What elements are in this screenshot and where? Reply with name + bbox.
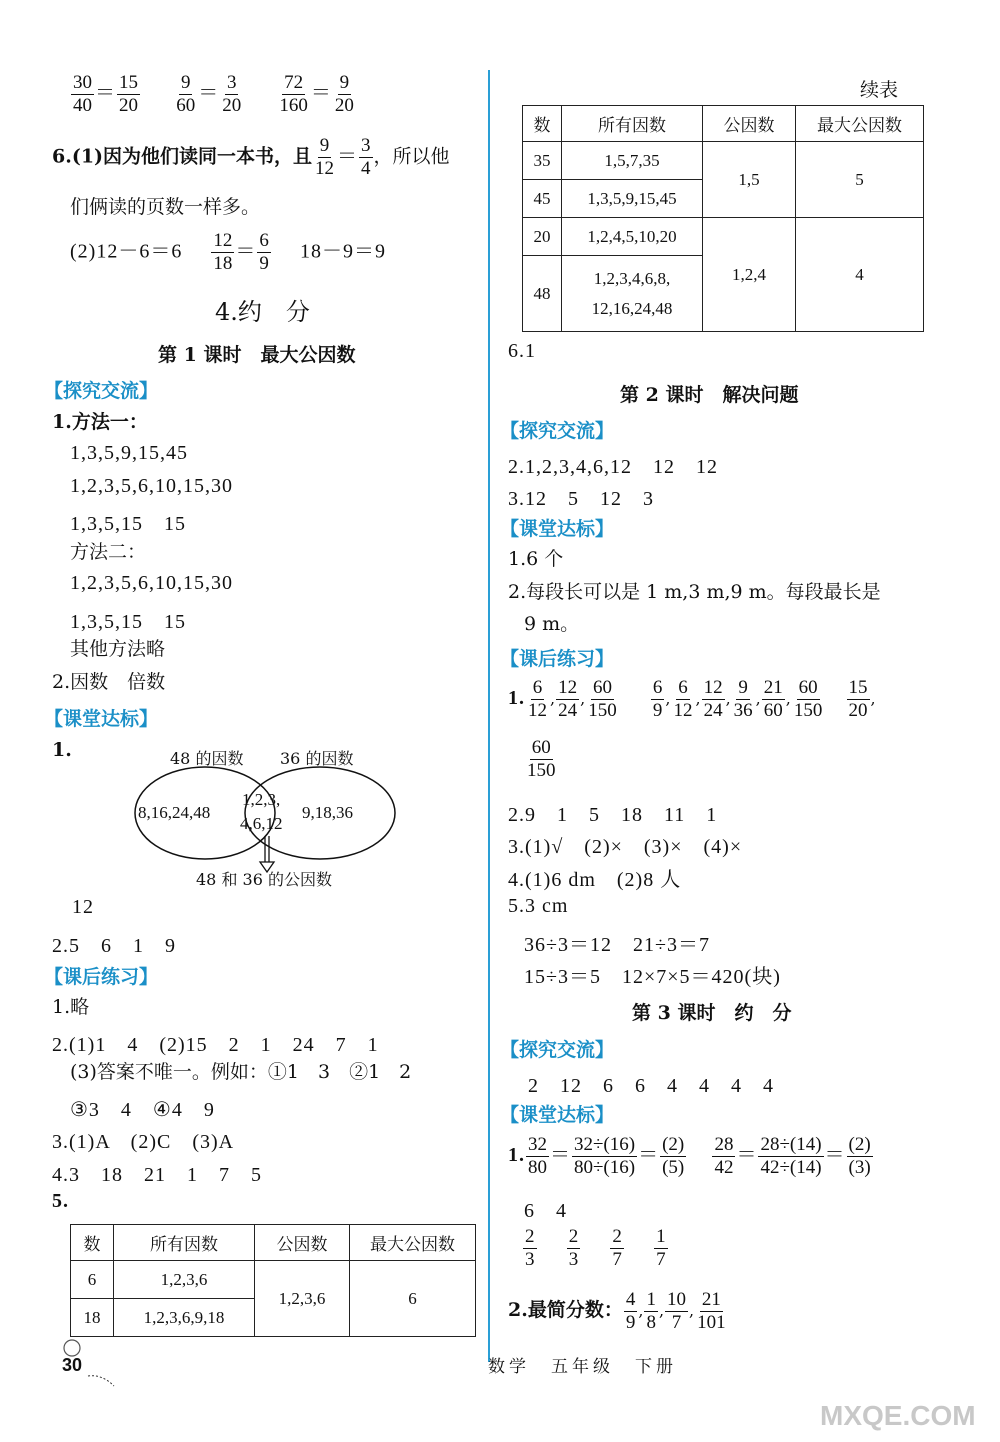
venn-mid-line1: 1,2,3,: [242, 790, 281, 809]
continued-label: 续表: [860, 79, 899, 101]
explore-1-line: 方法二：: [70, 541, 147, 563]
explore-2: 2.因数 倍数: [52, 671, 166, 693]
tag-class: 【课堂达标】: [500, 1104, 615, 1126]
tag-class: 【课堂达标】: [500, 518, 615, 540]
explore-3: 3.12 5 12 3: [508, 488, 654, 510]
page-number: 30: [62, 1355, 83, 1375]
venn-left-items: 8,16,24,48: [138, 803, 211, 822]
answer-6-1: 6.(1)因为他们读同一本书，且 $\frac{9}{12}$ ＝ $\frac{3}{4}$ ，所以他: [52, 135, 450, 179]
page-footer: 数学 五年级 下册: [488, 1357, 677, 1377]
table-cell: 18: [71, 1299, 114, 1337]
table-cell: [562, 256, 703, 332]
explore-1-label: 1.方法一：: [52, 411, 148, 433]
tag-after: 【课后练习】: [500, 648, 615, 670]
explore-1-line: 其他方法略: [70, 638, 166, 660]
answer-6-2: (2)12－6＝6 $\frac{12}{18}$ ＝ $\frac{6}{9}$ 18－9＝9: [70, 230, 387, 274]
table-cell: 1,3,5,9,15,45: [562, 180, 703, 218]
column-divider: [488, 70, 490, 1362]
factor-table-right: [522, 105, 924, 332]
lesson-1-title: 第 1 课时 最大公因数: [158, 344, 356, 366]
table-cell: 1,2,3,6: [114, 1261, 255, 1299]
table-cell: 1,2,3,6: [255, 1261, 350, 1337]
table-header: 数: [523, 106, 562, 142]
after-2-line3: ③3 4 ④4 9: [70, 1099, 215, 1121]
table-header: 所有因数: [562, 106, 703, 142]
table-cell-line: 12,16,24,48: [591, 298, 673, 318]
answer-6: 6.1: [508, 340, 536, 362]
table-header: 公因数: [703, 106, 796, 142]
explore-1-line: 1,2,3,5,6,10,15,30: [70, 572, 233, 594]
venn-left-title: 48 的因数: [170, 749, 244, 768]
after-5-line3: 15÷3＝5 12×7×5＝420(块): [524, 966, 781, 988]
after-2: 2.9 1 5 18 11 1: [508, 804, 718, 826]
after-5-line1: 5.3 cm: [508, 895, 569, 917]
section-title: 4.约 分: [215, 298, 310, 326]
class-2: 2.5 6 1 9: [52, 935, 176, 957]
after-5-label: 5.: [52, 1190, 69, 1212]
explore-3-line: 2 12 6 6 4 4 4 4: [528, 1075, 774, 1097]
table-cell-line: 1,2,3,4,6,8,: [593, 268, 671, 288]
after-1: 1.略: [52, 996, 90, 1018]
table-header: 所有因数: [114, 1225, 255, 1261]
class-1: 1.6 个: [508, 548, 564, 570]
after-1-tail: $\frac{60}{150}$: [527, 737, 556, 781]
venn-right-title: 36 的因数: [280, 749, 354, 768]
explore-1-line: 1,3,5,15 15: [70, 513, 186, 535]
table-cell: 1,2,4: [703, 218, 796, 332]
after-1: 1. $\frac{6}{12}$ , $\frac{12}{24}$ , $\frac{60}{150}$ $\frac{6}{9}$ , $\frac{6}{12}$ , $\frac{12}{24}$ , $\frac{9}{36}$ , $\frac{21}{60}$ , $\frac{60}{150}$ $\frac{15}{20}$ ,: [508, 677, 876, 721]
table-cell: 6: [71, 1261, 114, 1299]
table-cell: 20: [523, 218, 562, 256]
tag-explore: 【探究交流】: [500, 1039, 615, 1061]
explore-1-line: 1,2,3,5,6,10,15,30: [70, 475, 233, 497]
fraction: $\frac{3}{20}$: [222, 72, 242, 116]
venn-mid-line2: 4,6,12: [240, 814, 283, 833]
reduce-1: 1. $\frac{32}{80}$ ＝ $\frac{32\div(16)}{80\div(16)}$ ＝ $\frac{(2)}{(5)}$ $\frac{28}{42}$ ＝ $\frac{28\div(14)}{42\div(14)}$ ＝ $\frac{(2)}{(3)}$: [508, 1134, 871, 1178]
after-5-line2: 36÷3＝12 21÷3＝7: [524, 934, 710, 956]
explore-2: 2.1,2,3,4,6,12 12 12: [508, 456, 718, 478]
after-4: 4.(1)6 dm (2)8 人: [508, 869, 682, 891]
table-cell: 1,5: [703, 142, 796, 218]
fraction: $\frac{9}{60}$: [176, 72, 196, 116]
fraction: $\frac{15}{20}$: [119, 72, 138, 116]
lesson-2-title: 第 2 课时 解决问题: [620, 384, 799, 406]
table-header: 公因数: [255, 1225, 350, 1261]
class-1-label: 1.: [52, 739, 72, 761]
table-cell: 45: [523, 180, 562, 218]
table-row: [523, 142, 924, 180]
page-number-decoration: [58, 1338, 118, 1388]
table-cell: 1,5,7,35: [562, 142, 703, 180]
after-2-line2: (3)答案不唯一。例如：①1 3 ②1 2: [70, 1061, 412, 1083]
table-cell: 48: [523, 256, 562, 332]
class-1-answer: 12: [72, 896, 94, 918]
tag-explore: 【探究交流】: [44, 380, 159, 402]
after-4: 4.3 18 21 1 7 5: [52, 1164, 262, 1186]
fraction: $\frac{30}{40}$: [73, 72, 92, 116]
venn-right-items: 9,18,36: [302, 803, 353, 822]
watermark: MXQE.COM: [820, 1400, 976, 1431]
reduce-1-line2: 6 4: [524, 1200, 567, 1222]
class-2-line2: 9 m。: [524, 613, 580, 635]
reduce-1-line3: $\frac{2}{3}$ $\frac{2}{3}$ $\frac{2}{7}$ $\frac{1}{7}$: [525, 1226, 666, 1270]
tag-explore: 【探究交流】: [500, 420, 615, 442]
table-cell: 1,2,3,6,9,18: [114, 1299, 255, 1337]
explore-1-line: 1,3,5,9,15,45: [70, 442, 188, 464]
table-header: 最大公因数: [350, 1225, 476, 1261]
factor-table-left: [70, 1224, 476, 1337]
lesson-3-title: 第 3 课时 约 分: [632, 1002, 792, 1024]
class-2-line1: 2.每段长可以是 1 m,3 m,9 m。每段最长是: [508, 581, 881, 603]
after-3: 3.(1)A (2)C (3)A: [52, 1131, 235, 1153]
explore-1-line: 1,3,5,15 15: [70, 611, 186, 633]
after-3: 3.(1)√ (2)× (3)× (4)×: [508, 836, 743, 858]
answer-6-1-line2: 们俩读的页数一样多。: [70, 196, 261, 218]
tag-class: 【课堂达标】: [44, 708, 159, 730]
table-cell: 6: [350, 1261, 476, 1337]
table-cell: 35: [523, 142, 562, 180]
table-cell: 5: [796, 142, 924, 218]
fraction-line: $\frac{30}{40}$ ＝ $\frac{15}{20}$ $\frac{9}{60}$ ＝ $\frac{3}{20}$ $\frac{72}{160}$ ＝ $\frac{9}{20}$: [73, 72, 354, 116]
table-row: [71, 1261, 476, 1299]
tag-after: 【课后练习】: [44, 966, 159, 988]
fraction: $\frac{72}{160}$: [279, 72, 308, 116]
table-row: [523, 218, 924, 256]
table-cell: 4: [796, 218, 924, 332]
venn-bottom-label: 48 和 36 的公因数: [196, 870, 332, 889]
fraction: $\frac{9}{20}$: [334, 72, 354, 116]
after-2-line1: 2.(1)1 4 (2)15 2 1 24 7 1: [52, 1034, 379, 1056]
table-cell: 1,2,4,5,10,20: [562, 218, 703, 256]
table-header: 最大公因数: [796, 106, 924, 142]
table-header: 数: [71, 1225, 114, 1261]
reduce-2: 2.最简分数： $\frac{4}{9}$ , $\frac{1}{8}$ , $\frac{10}{7}$ , $\frac{21}{101}$: [508, 1289, 726, 1333]
